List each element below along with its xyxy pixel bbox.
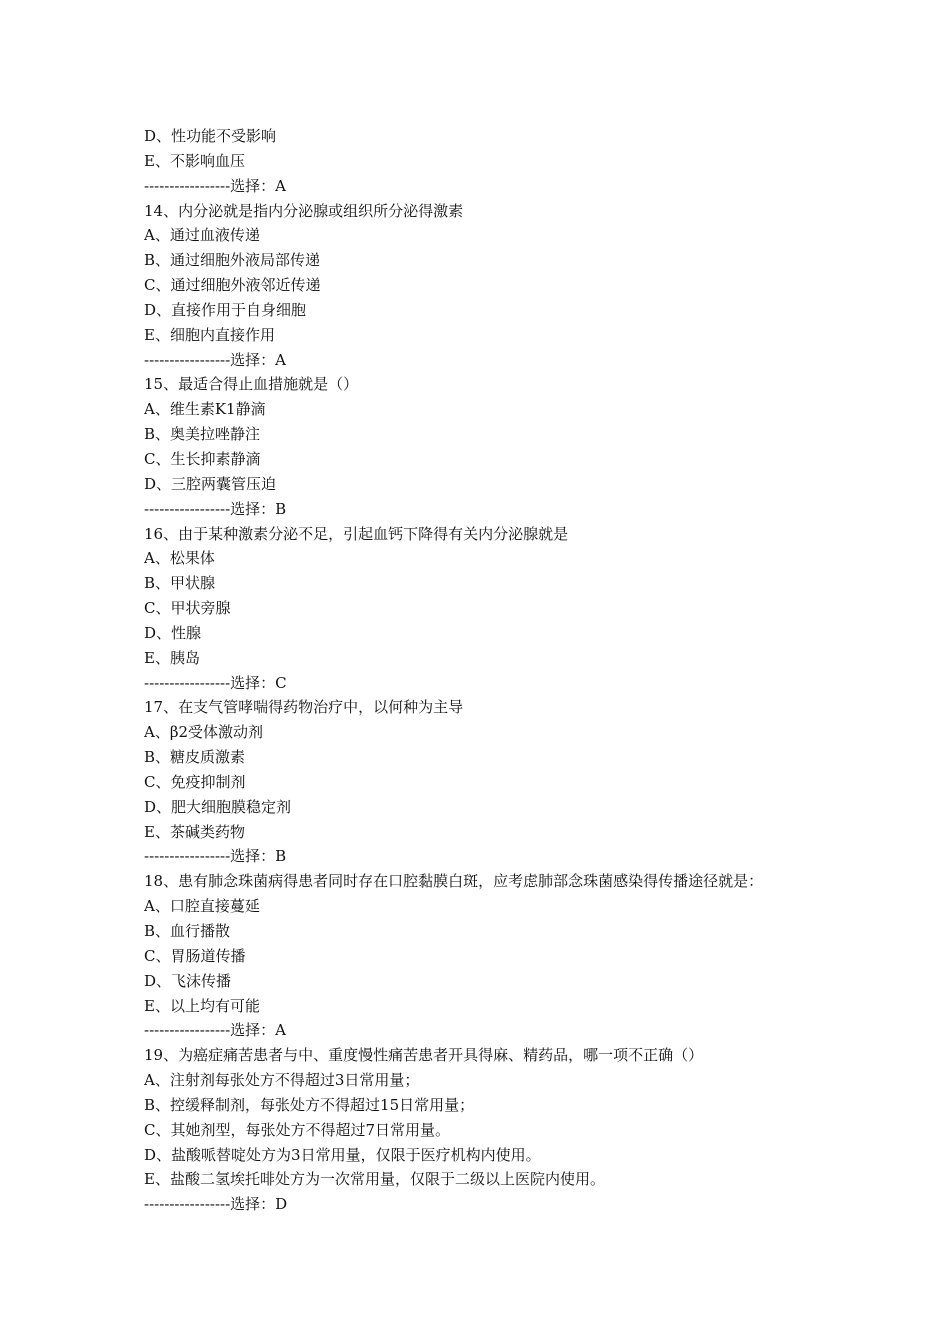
question-line: 19、为癌症痛苦患者与中、重度慢性痛苦患者开具得麻、精药品，哪一项不正确（） bbox=[144, 1046, 704, 1065]
option-line: C、通过细胞外液邻近传递 bbox=[144, 276, 321, 295]
option-line: D、肥大细胞膜稳定剂 bbox=[144, 797, 292, 816]
option-line: B、血行播散 bbox=[144, 922, 231, 940]
option-line: C、免疫抑制剂 bbox=[144, 772, 246, 791]
answer-line: -----------------选择：B bbox=[144, 847, 287, 866]
option-line: D、盐酸哌替啶处方为3日常用量，仅限于医疗机构内使用。 bbox=[144, 1145, 541, 1164]
option-line: A、通过血液传递 bbox=[144, 226, 260, 245]
option-line: D、性功能不受影响 bbox=[144, 127, 277, 145]
option-line: A、注射剂每张处方不得超过3日常用量； bbox=[144, 1071, 420, 1090]
question-line: 14、内分泌就是指内分泌腺或组织所分泌得激素 bbox=[144, 201, 464, 220]
option-line: C、生长抑素静滴 bbox=[144, 449, 261, 468]
option-line: E、茶碱类药物 bbox=[144, 822, 245, 841]
option-line: E、以上均有可能 bbox=[144, 996, 260, 1015]
answer-line: -----------------选择：B bbox=[144, 499, 287, 518]
question-line: 16、由于某种激素分泌不足，引起血钙下降得有关内分泌腺就是 bbox=[144, 524, 569, 543]
option-line: E、胰岛 bbox=[144, 648, 200, 667]
option-line: B、奥美拉唑静注 bbox=[144, 425, 261, 444]
option-line: C、胃肠道传播 bbox=[144, 946, 246, 965]
option-line: B、通过细胞外液局部传递 bbox=[144, 251, 321, 270]
option-line: D、性腺 bbox=[144, 623, 202, 642]
option-line: E、细胞内直接作用 bbox=[144, 325, 275, 344]
answer-line: -----------------选择：A bbox=[144, 350, 286, 369]
document-page bbox=[144, 124, 934, 1217]
option-line: B、控缓释制剂，每张处方不得超过15日常用量； bbox=[144, 1095, 475, 1114]
option-line: D、飞沫传播 bbox=[144, 971, 232, 990]
answer-line: -----------------选择：C bbox=[144, 673, 287, 692]
option-line: A、β2受体激动剂 bbox=[144, 723, 264, 742]
question-line: 15、最适合得止血措施就是（） bbox=[144, 375, 359, 394]
answer-line: -----------------选择：D bbox=[144, 1195, 288, 1214]
option-line: A、松果体 bbox=[144, 549, 215, 568]
option-line: D、三腔两囊管压迫 bbox=[144, 474, 277, 493]
option-line: B、糖皮质激素 bbox=[144, 748, 246, 767]
option-line: C、甲状旁腺 bbox=[144, 599, 231, 618]
option-line: E、盐酸二氢埃托啡处方为一次常用量，仅限于二级以上医院内使用。 bbox=[144, 1170, 605, 1189]
option-line: E、不影响血压 bbox=[144, 151, 245, 170]
option-line: C、其她剂型，每张处方不得超过7日常用量。 bbox=[144, 1120, 451, 1139]
option-line: A、维生素K1静滴 bbox=[144, 400, 266, 419]
question-line: 17、在支气管哮喘得药物治疗中，以何种为主导 bbox=[144, 698, 464, 717]
option-line: D、直接作用于自身细胞 bbox=[144, 300, 307, 319]
answer-line: -----------------选择：A bbox=[144, 176, 286, 195]
answer-line: -----------------选择：A bbox=[144, 1021, 286, 1040]
option-line: B、甲状腺 bbox=[144, 574, 216, 593]
question-line: 18、患有肺念珠菌病得患者同时存在口腔黏膜白斑，应考虑肺部念珠菌感染得传播途径就是： bbox=[144, 872, 764, 891]
option-line: A、口腔直接蔓延 bbox=[144, 897, 260, 916]
